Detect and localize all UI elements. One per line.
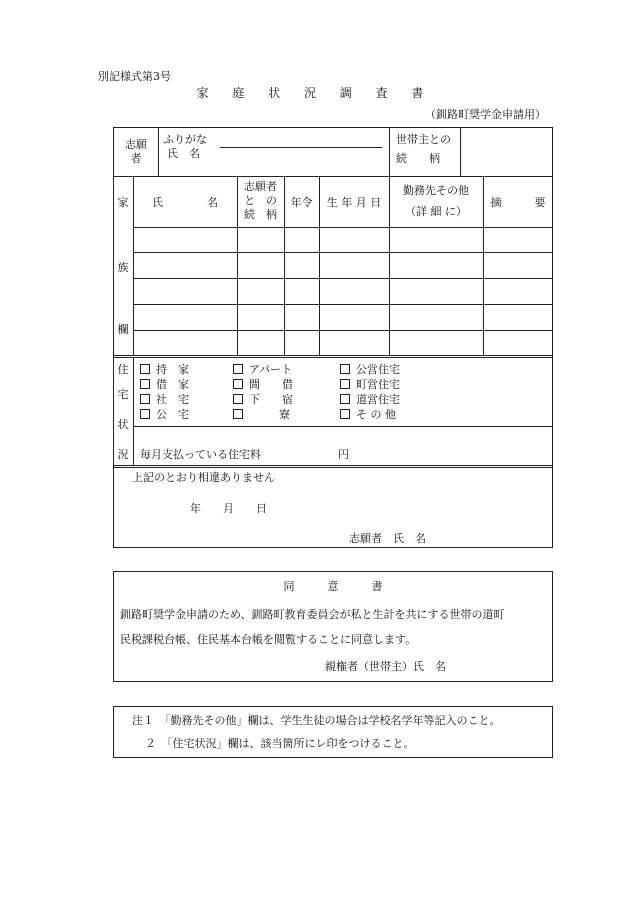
checkbox-icon[interactable] [140, 364, 150, 374]
confirmation-date: 年 月 日 [190, 502, 267, 515]
housing-option-company-house[interactable]: 社 宅 [140, 392, 189, 407]
checkbox-icon[interactable] [140, 394, 150, 404]
housing-option-apartment[interactable]: アパート [233, 362, 293, 377]
housing-side-label-3: 状 [117, 418, 129, 431]
form-number: 別記様式第3号 [98, 70, 171, 83]
consent-body-line-2: 民税課税台帳、住民基本台帳を閲覧することに同意します。 [120, 633, 417, 646]
consent-body-line-1: 釧路町奨学金申請のため、釧路町教育委員会が私と生計を共にする世帯の道町 [120, 608, 505, 621]
family-side-label-1: 家 [117, 196, 129, 209]
confirmation-text: 上記のとおり相違ありません [132, 471, 275, 484]
housing-option-other[interactable]: そ の 他 [340, 407, 400, 422]
checkbox-icon[interactable] [340, 394, 350, 404]
checkbox-icon[interactable] [233, 409, 243, 419]
col-header-workplace: 勤務先その他 （詳 細 に） [403, 184, 469, 218]
consent-signer: 親権者（世帯主）氏 名 [325, 660, 446, 673]
checkbox-icon[interactable] [233, 364, 243, 374]
col-header-relation: 志願者 と の 続 柄 [244, 180, 277, 221]
applicant-name-label: 氏 名 [167, 147, 200, 160]
col-header-age: 年令 [290, 196, 313, 209]
col-header-remarks: 摘 要 [490, 196, 546, 209]
confirmation-signer: 志願者 氏 名 [349, 532, 426, 545]
housing-option-own-house[interactable]: 持 家 [140, 362, 189, 377]
housing-option-lodging[interactable]: 下 宿 [233, 392, 293, 407]
col-header-birthdate: 生 年 月 日 [326, 196, 382, 209]
housing-side-label-2: 宅 [117, 388, 129, 401]
note-1: 注１ 「勤務先その他」欄は、学生生徒の場合は学校名学年等記入のこと。 [132, 714, 501, 727]
housing-option-rented-house[interactable]: 借 家 [140, 377, 189, 392]
head-relation-field[interactable] [461, 128, 552, 175]
housing-option-public-housing[interactable]: 公営住宅 [340, 362, 400, 377]
housing-side-label-1: 住 [117, 363, 129, 376]
document-title: 家 庭 状 況 調 査 書 [196, 86, 434, 100]
checkbox-icon[interactable] [340, 364, 350, 374]
family-side-label-3: 欄 [117, 323, 129, 336]
rent-label: 毎月支払っている住宅料 [140, 448, 261, 461]
consent-title: 同 意 書 [283, 580, 383, 593]
rent-unit: 円 [338, 448, 349, 461]
checkbox-icon[interactable] [140, 409, 150, 419]
checkbox-icon[interactable] [233, 379, 243, 389]
applicant-label: 志願 者 [125, 138, 147, 165]
housing-option-room-rental[interactable]: 間 借 [233, 377, 293, 392]
housing-option-prefectural-housing[interactable]: 道営住宅 [340, 392, 400, 407]
housing-option-town-housing[interactable]: 町営住宅 [340, 377, 400, 392]
furigana-underline [220, 147, 382, 148]
housing-option-official-house[interactable]: 公 宅 [140, 407, 189, 422]
family-side-label-2: 族 [117, 261, 129, 274]
head-relation-label: 世帯主との 続 柄 [396, 133, 451, 165]
housing-option-dormitory[interactable]: 寮 [233, 407, 293, 422]
checkbox-icon[interactable] [340, 409, 350, 419]
note-2: ２ 「住宅状況」欄は、該当箇所にレ印をつけること。 [145, 737, 415, 750]
col-header-name: 氏 名 [152, 196, 218, 209]
main-form-table [113, 127, 553, 548]
housing-side-label-4: 況 [117, 448, 129, 461]
form-purpose: （釧路町奨学金申請用） [425, 108, 546, 121]
furigana-label: ふりがな [163, 133, 207, 146]
checkbox-icon[interactable] [140, 379, 150, 389]
checkbox-icon[interactable] [340, 379, 350, 389]
checkbox-icon[interactable] [233, 394, 243, 404]
